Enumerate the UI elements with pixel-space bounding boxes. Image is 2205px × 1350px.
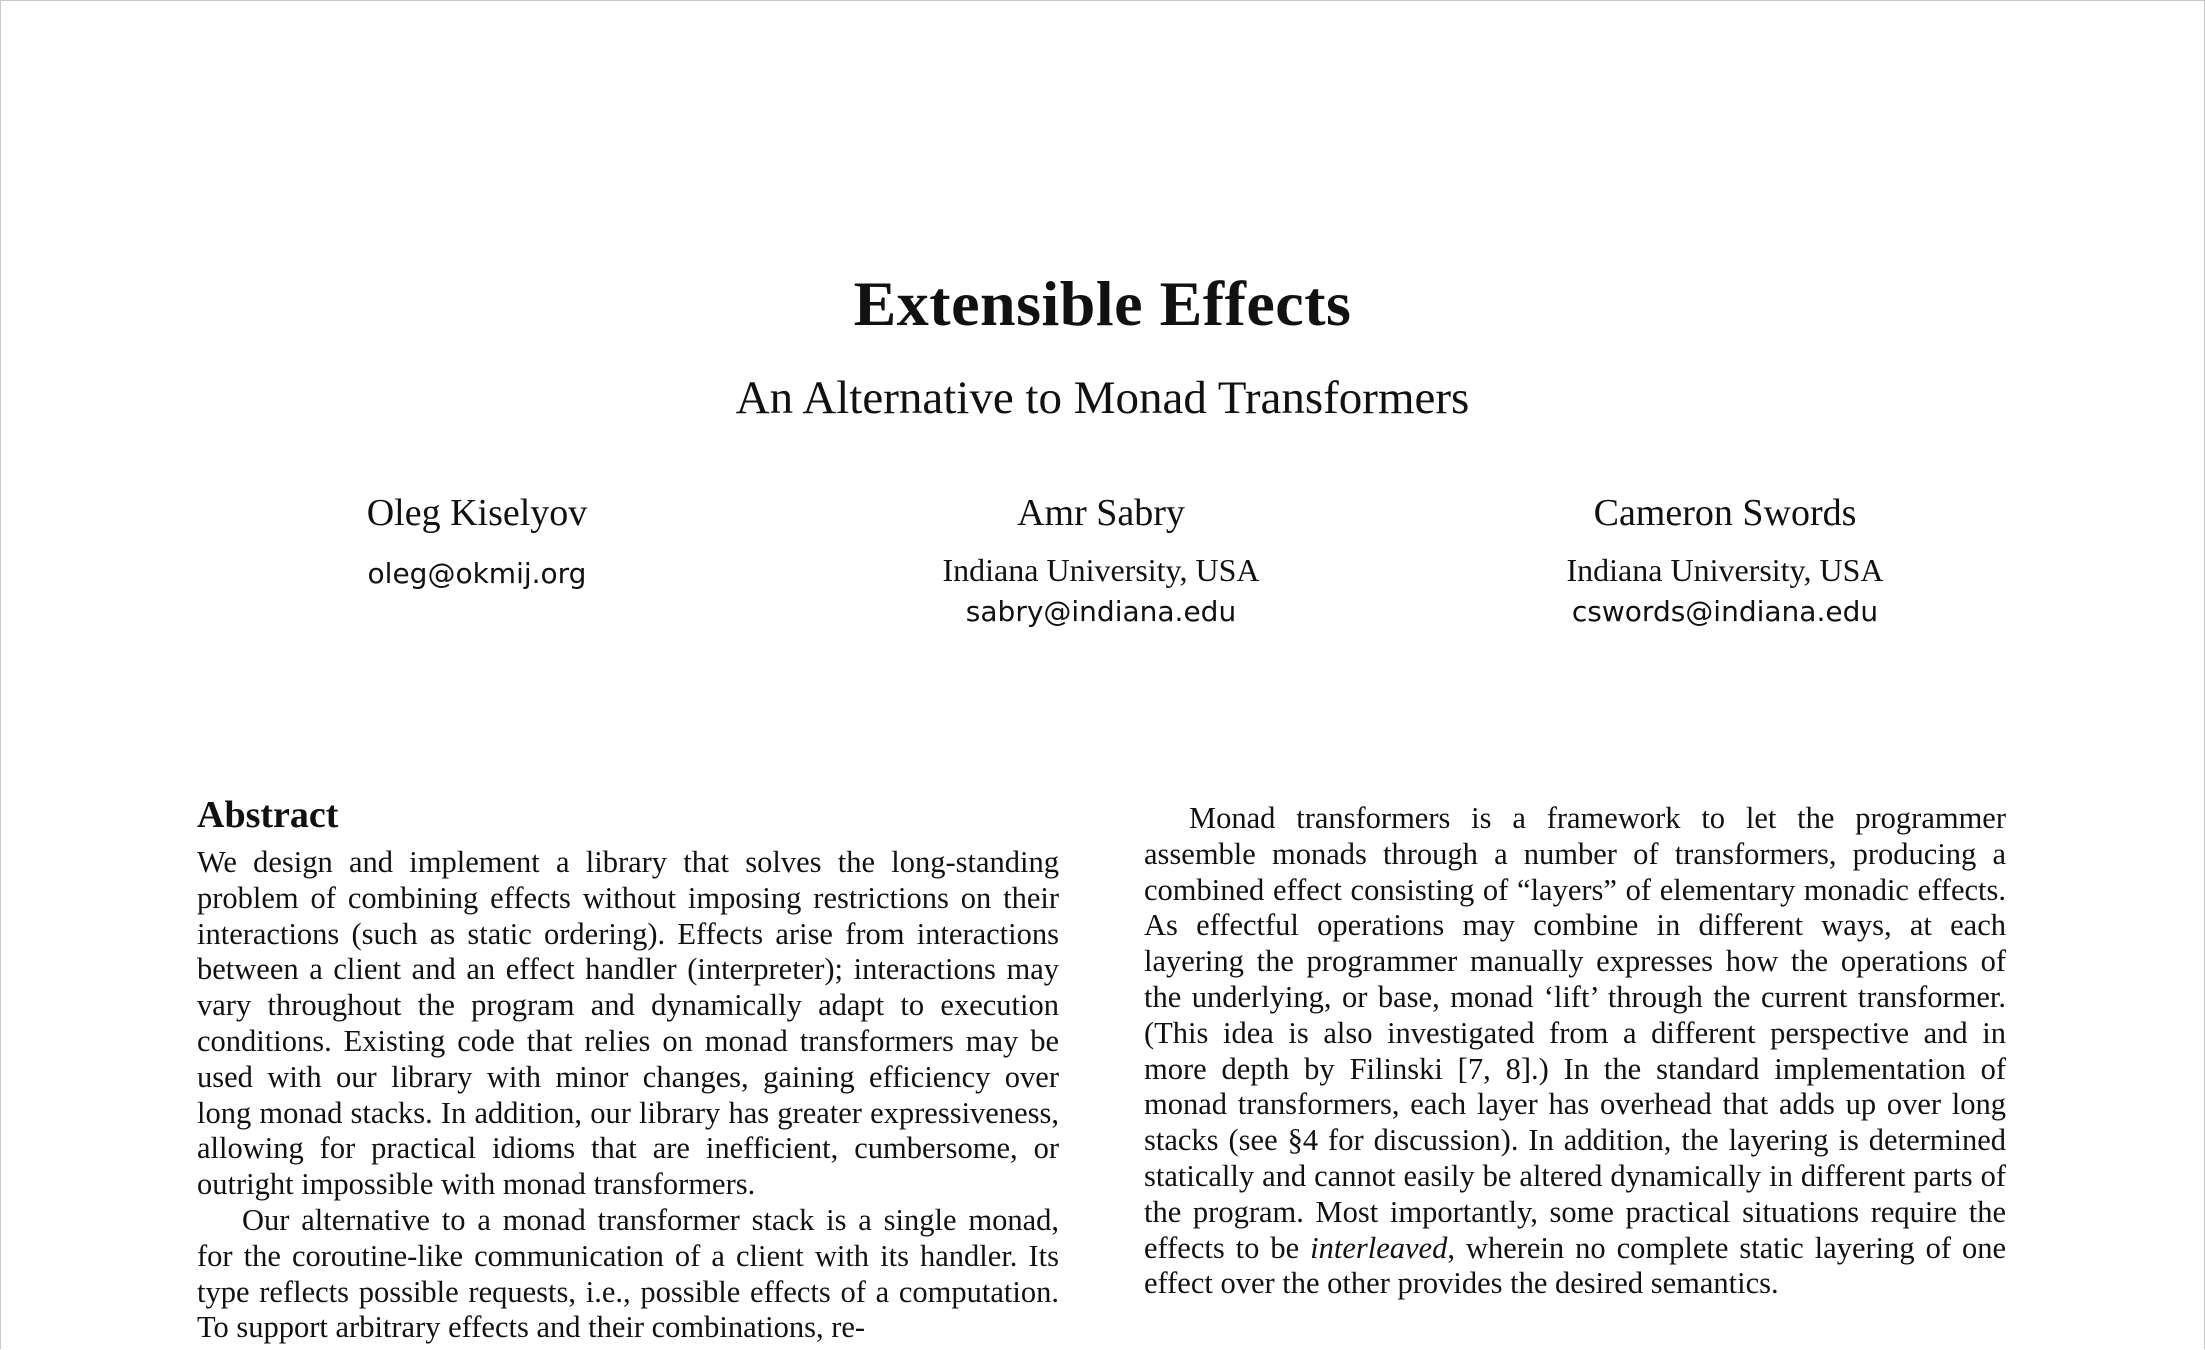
author-block-1 [167, 487, 787, 595]
abstract-heading: Abstract [197, 794, 339, 836]
author-affiliation: Indiana University, USA [942, 552, 1260, 588]
author-name: Amr Sabry [1017, 492, 1185, 534]
author-email: sabry@indiana.edu [965, 595, 1237, 628]
left-column [197, 791, 1059, 1346]
author-affiliation: Indiana University, USA [1566, 552, 1884, 588]
paper-subtitle: An Alternative to Monad Transformers [735, 372, 1470, 424]
emphasis-text: interleaved [1310, 1230, 1448, 1265]
author-block-2 [791, 487, 1411, 633]
author-name: Oleg Kiselyov [366, 492, 588, 534]
body-text: Monad transformers is a framework to let the programmer assemble monads through a number of transformers, producing a combined effect consisting of “layers” of elementary monadic effects. As effectful operations may combine in different ways, at each layering the programmer manually expresses how the operations of the underlying, or base, monad ‘lift’ through the current transformer. (This idea is also investigated from a different perspective and in more depth by Filinski [7, 8].) In the standard implementation of monad transformers, each layer has overhead that adds up over long stacks (see §4 for discussion). In addition, the layering is determined statically and cannot easily be altered dynamically in different parts of the program. Most importantly, some practical situations require the effects to be [1144, 801, 2006, 1265]
author-email: cswords@indiana.edu [1571, 595, 1879, 628]
author-name: Cameron Swords [1593, 492, 1857, 534]
author-email: oleg@okmij.org [367, 557, 587, 590]
paper-title: Extensible Effects [853, 268, 1352, 339]
body-paragraph-1 [1144, 801, 2006, 1302]
body-text: , wherein no complete static layering of one effect over the other provides the desired semantics. [1144, 1230, 2006, 1301]
abstract-paragraph-1: We design and implement a library that solves the long-standing problem of combining effects without imposing restrictions on their interactions (such as static ordering). Effects arise from interactions between a client and an effect handler (interpreter); interactions may vary throughout the program and dynamically adapt to execution conditions. Existing code that relies on monad transformers may be used with our library with minor changes, gaining efficiency over long monad stacks. In addition, our library has greater expressiveness, allowing for practical idioms that are inefficient, cumbersome, or outright impossible with monad transformers. [197, 845, 1059, 1202]
abstract-paragraph-2: Our alternative to a monad transformer stack is a single monad, for the coroutine-like communication of a client with its handler. Its type reflects possible requests, i.e., possible effects of a computation. To support arbitrary effects and their combinations, re- [197, 1202, 1059, 1345]
right-column [1144, 791, 2006, 1302]
author-block-3 [1415, 487, 2035, 633]
